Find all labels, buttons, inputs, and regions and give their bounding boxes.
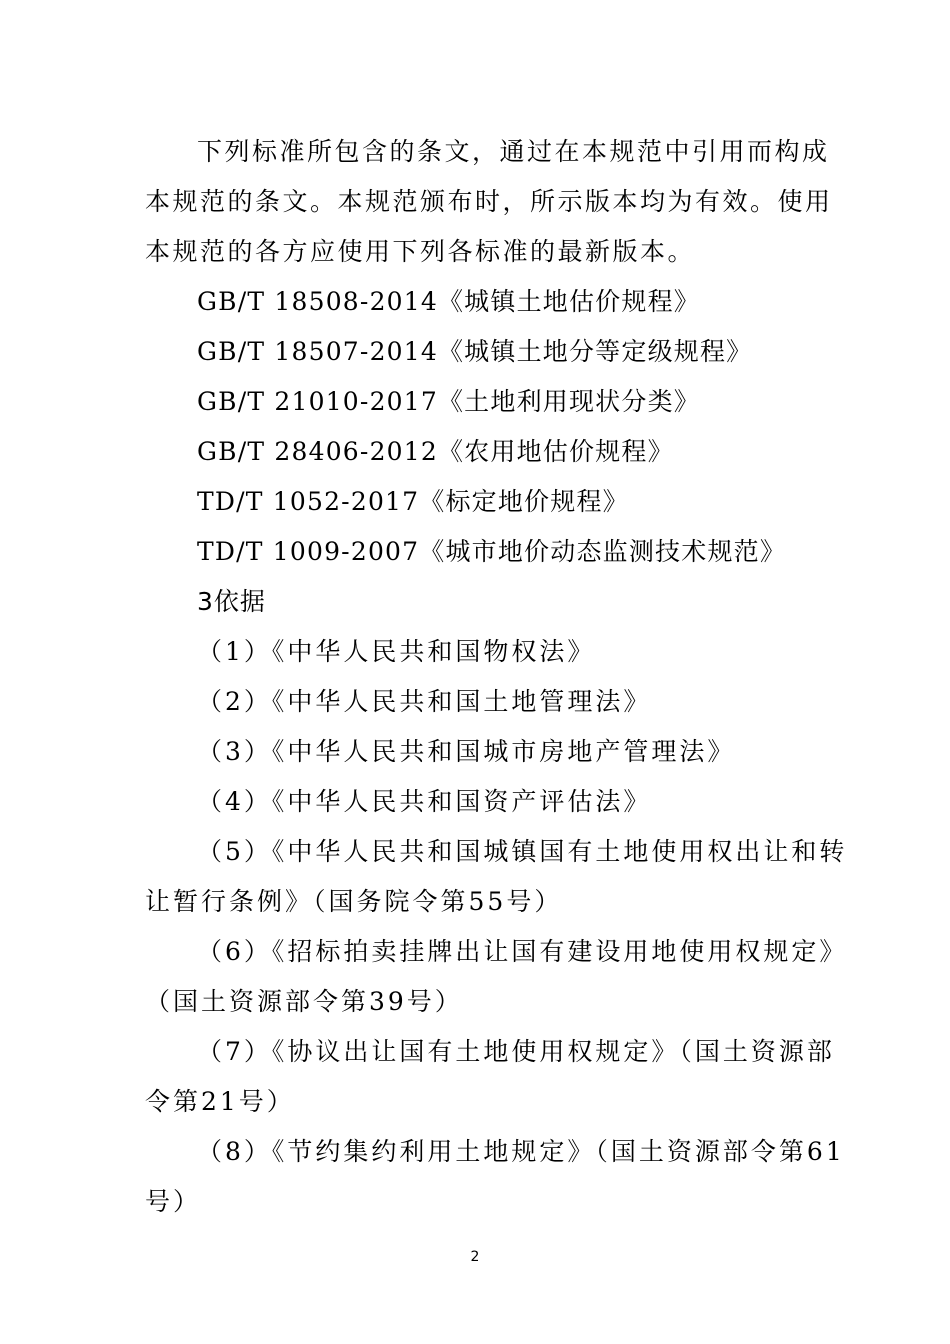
- basis-item: （1）《中华人民共和国物权法》: [197, 637, 596, 666]
- basis-item-continuation: 令第21号）: [145, 1087, 295, 1116]
- standard-item: GB/T 28406-2012《农用地估价规程》: [197, 437, 674, 466]
- basis-item-continuation: （国土资源部令第39号）: [145, 987, 463, 1016]
- standard-item: GB/T 18508-2014《城镇土地估价规程》: [197, 287, 700, 316]
- basis-item: （5）《中华人民共和国城镇国有土地使用权出让和转: [197, 837, 848, 866]
- basis-item: （3）《中华人民共和国城市房地产管理法》: [197, 737, 736, 766]
- basis-item: （6）《招标拍卖挂牌出让国有建设用地使用权规定》: [197, 937, 848, 966]
- intro-line-2: 本规范的条文。本规范颁布时，所示版本均为有效。使用: [145, 187, 833, 216]
- section-heading: 3依据: [197, 587, 266, 616]
- basis-item-continuation: 号）: [145, 1187, 202, 1216]
- intro-line-3: 本规范的各方应使用下列各标准的最新版本。: [145, 237, 696, 266]
- page-number: 2: [470, 1249, 480, 1265]
- standard-item: TD/T 1009-2007《城市地价动态监测技术规范》: [197, 537, 787, 566]
- basis-item: （8）《节约集约利用土地规定》（国土资源部令第61: [197, 1137, 845, 1166]
- standard-item: GB/T 21010-2017《土地利用现状分类》: [197, 387, 700, 416]
- standard-item: TD/T 1052-2017《标定地价规程》: [197, 487, 629, 516]
- intro-line-1: 下列标准所包含的条文，通过在本规范中引用而构成: [197, 137, 830, 166]
- standard-item: GB/T 18507-2014《城镇土地分等定级规程》: [197, 337, 753, 366]
- basis-item: （2）《中华人民共和国土地管理法》: [197, 687, 652, 716]
- basis-item-continuation: 让暂行条例》（国务院令第55号）: [145, 887, 563, 916]
- basis-item: （7）《协议出让国有土地使用权规定》（国土资源部: [197, 1037, 835, 1066]
- basis-item: （4）《中华人民共和国资产评估法》: [197, 787, 652, 816]
